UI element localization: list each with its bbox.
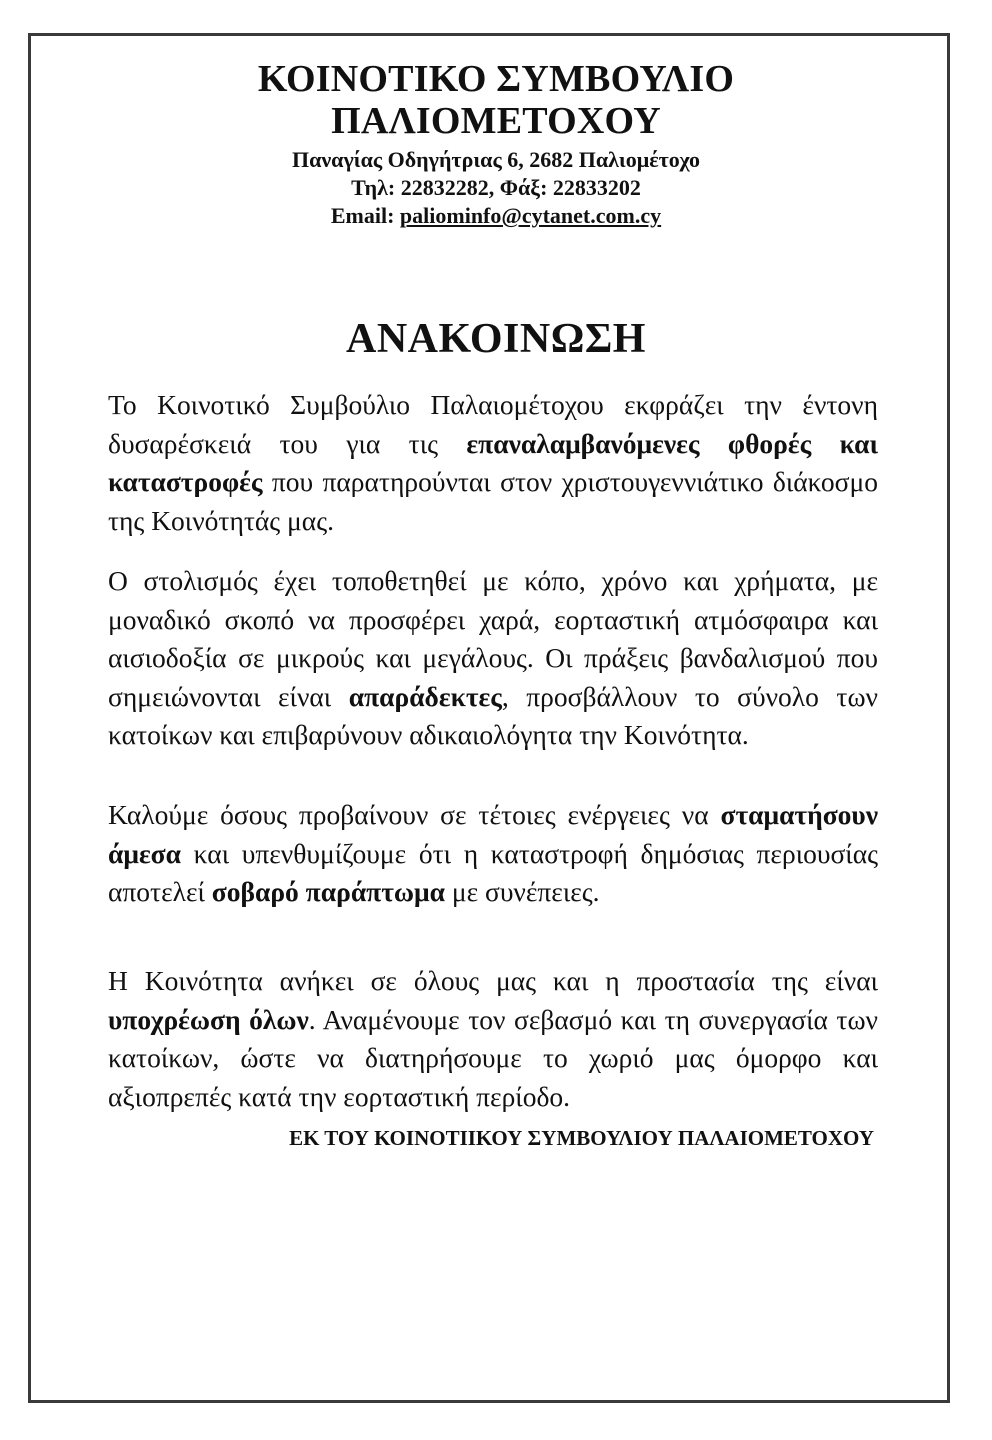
paragraph-text: και υπενθυμίζουμε ότι η καταστροφή δημόσιας περιουσίας αποτελεί bbox=[108, 837, 878, 907]
paragraph-4 bbox=[108, 962, 878, 1116]
announcement-title: ΑΝΑΚΟΙΝΩΣΗ bbox=[346, 316, 646, 362]
paragraph-text: Το Κοινοτικό Συμβούλιο Παλαιομέτοχου εκφράζει την έντονη δυσαρέσκειά του για τις bbox=[108, 389, 878, 459]
signature: ΕΚ ΤΟΥ ΚΟΙΝΟΤΙΙΚΟΥ ΣΥΜΒΟΥΛΙΟΥ ΠΑΛΑΙΟΜΕΤΟΧΟΥ bbox=[289, 1126, 874, 1150]
phone-fax: Τηλ: 22832282, Φάξ: 22833202 bbox=[351, 175, 641, 200]
email-label: Email: bbox=[330, 203, 400, 228]
paragraph-text: Ο στολισμός έχει τοποθετηθεί με κόπο, χρόνο και χρήματα, με μοναδικό σκοπό να προσφέρει χαρά, εορταστική ατμόσφαιρα και αισιοδοξία σε μικρούς και μεγάλους. Οι πράξεις βανδαλισμού που σημειώνονται είναι bbox=[108, 565, 878, 712]
emphasis-text: επαναλαμβανόμενες φθορές και καταστροφές bbox=[108, 427, 878, 497]
paragraph-1 bbox=[108, 386, 878, 540]
paragraph-2 bbox=[108, 562, 878, 755]
paragraph-3 bbox=[108, 796, 878, 912]
emphasis-text: σοβαρό παράπτωμα bbox=[211, 876, 445, 907]
address: Παναγίας Οδηγήτριας 6, 2682 Παλιομέτοχο bbox=[291, 147, 701, 172]
paragraph-text: με συνέπειες. bbox=[444, 876, 600, 907]
letterhead bbox=[0, 58, 992, 230]
organization-name-line2: ΠΑΛΙΟΜΕΤΟΧΟΥ bbox=[331, 100, 661, 142]
paragraph-text: Η Κοινότητα ανήκει σε όλους μας και η προστασία της είναι bbox=[108, 965, 878, 996]
emphasis-text: σταματήσουν άμεσα bbox=[108, 799, 878, 869]
paragraph-text: . Αναμένουμε τον σεβασμό και τη συνεργασία των κατοίκων, ώστε να διατηρήσουμε το χωριό μας όμορφο και αξιοπρεπές κατά την εορταστική περίοδο. bbox=[108, 1003, 878, 1112]
paragraph-text: Καλούμε όσους προβαίνουν σε τέτοιες ενέργειες να bbox=[108, 799, 721, 830]
email-line bbox=[0, 202, 992, 230]
emphasis-text: απαράδεκτες bbox=[348, 680, 502, 712]
organization-name-line1: ΚΟΙΝΟΤΙΚΟ ΣΥΜΒΟΥΛΙΟ bbox=[257, 58, 735, 100]
email-link[interactable]: paliominfo@cytanet.com.cy bbox=[399, 203, 662, 228]
paragraph-text: , προσβάλλουν το σύνολο των κατοίκων και επιβαρύνουν αδικαιολόγητα την Κοινότητα. bbox=[108, 680, 878, 750]
emphasis-text: υποχρέωση όλων bbox=[108, 1003, 309, 1035]
paragraph-text: που παρατηρούνται στον χριστουγεννιάτικο διάκοσμο της Κοινότητάς μας. bbox=[108, 466, 878, 536]
